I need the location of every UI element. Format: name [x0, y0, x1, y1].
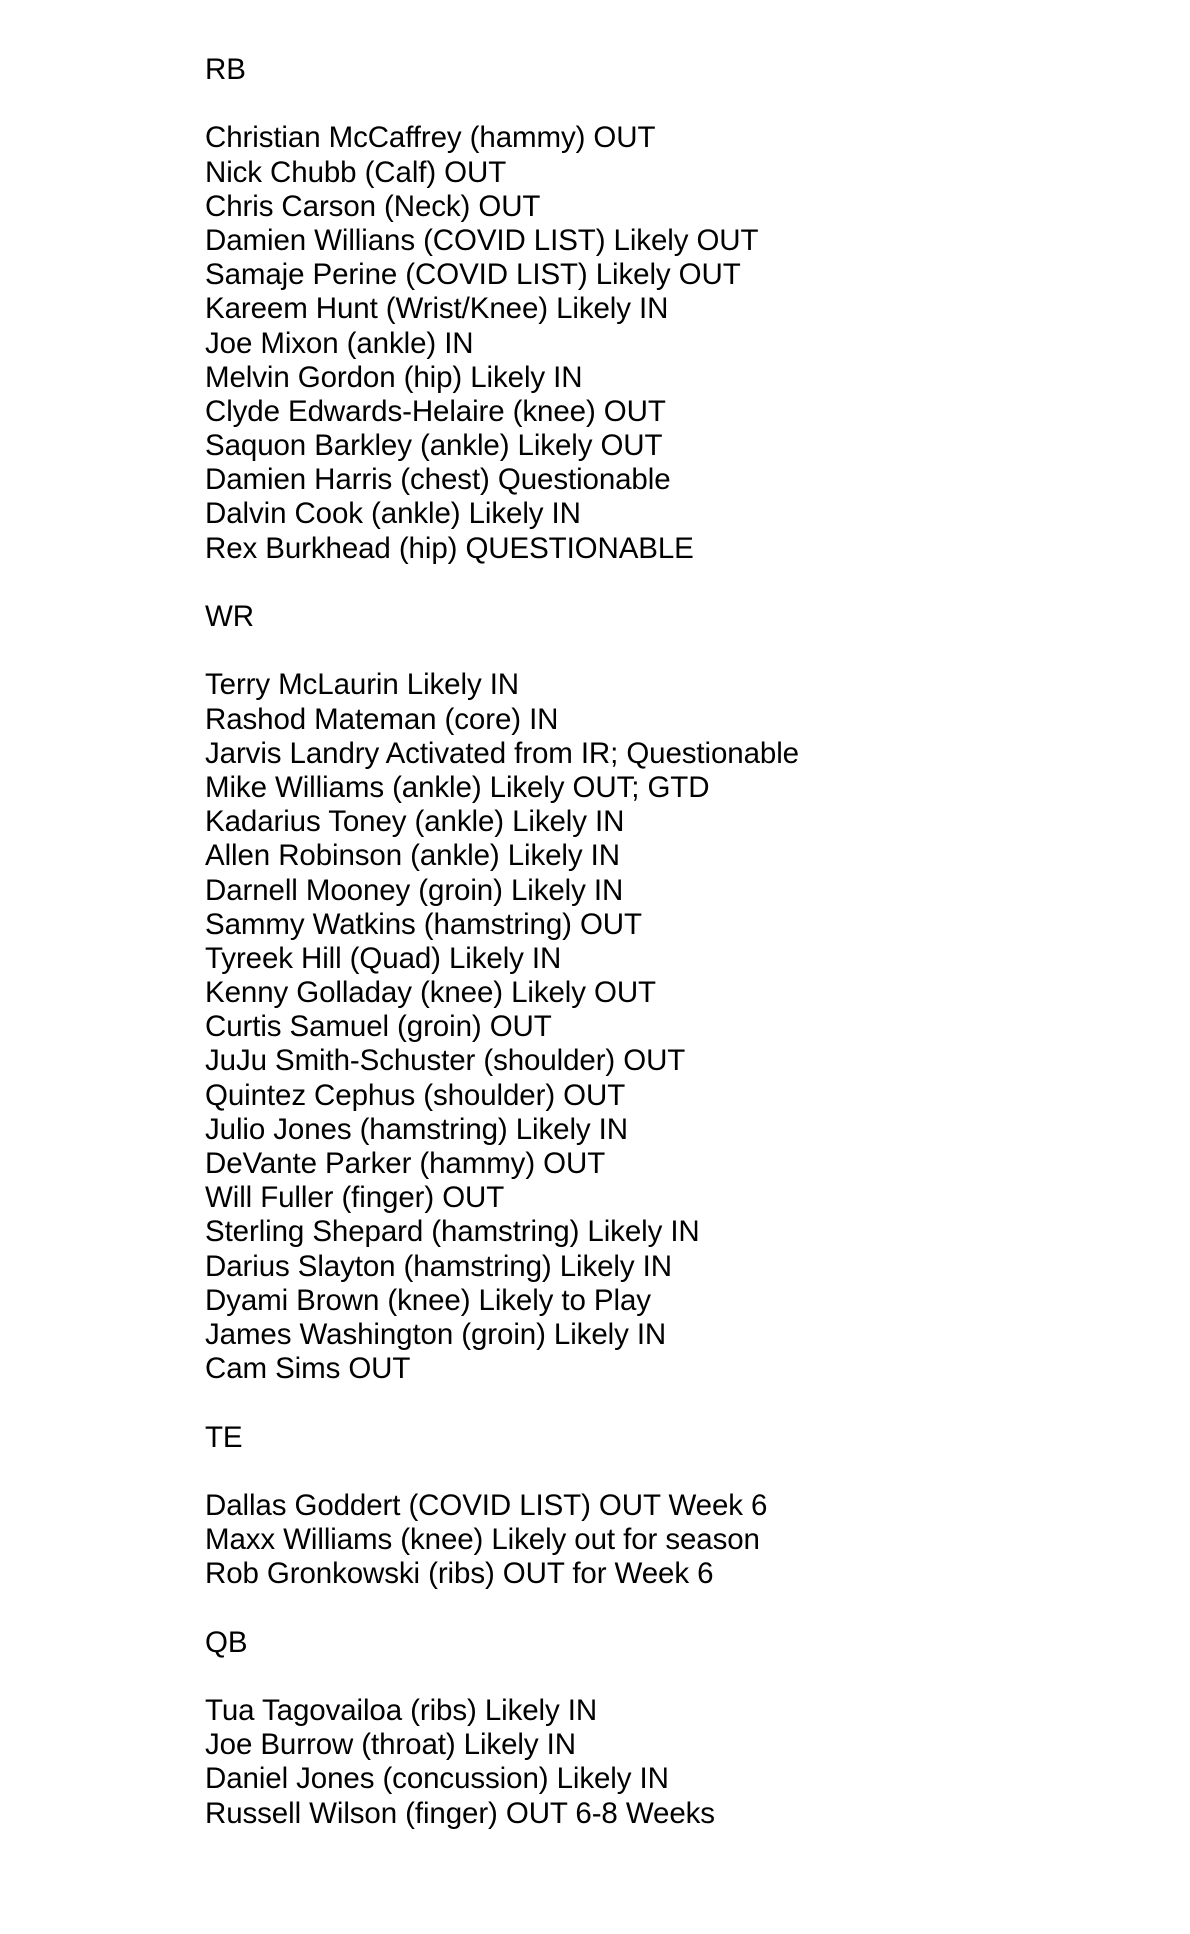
player-line: Maxx Williams (knee) Likely out for season — [205, 1523, 760, 1557]
player-line: Daniel Jones (concussion) Likely IN — [205, 1762, 669, 1796]
player-line: Will Fuller (finger) OUT — [205, 1181, 505, 1215]
player-line: Allen Robinson (ankle) Likely IN — [205, 839, 620, 873]
player-line: Chris Carson (Neck) OUT — [205, 189, 541, 223]
player-line: Julio Jones (hamstring) Likely IN — [205, 1112, 628, 1146]
player-line: Rashod Mateman (core) IN — [205, 702, 559, 736]
player-line: Tyreek Hill (Quad) Likely IN — [205, 941, 562, 975]
player-line: Mike Williams (ankle) Likely OUT; GTD — [205, 770, 710, 804]
player-line: Saquon Barkley (ankle) Likely OUT — [205, 429, 663, 463]
section-qb — [205, 1626, 1165, 1831]
player-line: Melvin Gordon (hip) Likely IN — [205, 360, 583, 394]
injury-report-document — [205, 53, 1165, 1831]
spacer — [205, 1660, 1165, 1694]
player-line: Darnell Mooney (groin) Likely IN — [205, 873, 624, 907]
section-title-wr: WR — [205, 600, 254, 633]
player-line: Joe Burrow (throat) Likely IN — [205, 1728, 576, 1762]
player-line: Joe Mixon (ankle) IN — [205, 326, 474, 360]
player-line: Dyami Brown (knee) Likely to Play — [205, 1283, 651, 1317]
player-line: Jarvis Landry Activated from IR; Questionable — [205, 736, 799, 770]
player-line: Dalvin Cook (ankle) Likely IN — [205, 497, 581, 531]
section-title-te: TE — [205, 1420, 243, 1454]
player-line: Clyde Edwards-Helaire (knee) OUT — [205, 394, 666, 428]
player-line: Dallas Goddert (COVID LIST) OUT Week 6 — [205, 1488, 768, 1522]
player-line: Kenny Golladay (knee) Likely OUT — [205, 976, 656, 1010]
player-line: Tua Tagovailoa (ribs) Likely IN — [205, 1694, 598, 1727]
player-line: Curtis Samuel (groin) OUT — [205, 1010, 552, 1044]
player-line: Christian McCaffrey (hammy) OUT — [205, 121, 656, 155]
player-line: Rob Gronkowski (ribs) OUT for Week 6 — [205, 1557, 714, 1591]
player-line: James Washington (groin) Likely IN — [205, 1317, 667, 1351]
section-te — [205, 1421, 1165, 1592]
player-line: Darius Slayton (hamstring) Likely IN — [205, 1249, 672, 1283]
player-line: Cam Sims OUT — [205, 1352, 411, 1386]
player-line: Nick Chubb (Calf) OUT — [205, 155, 507, 189]
section-title-rb: RB — [205, 53, 246, 86]
player-line: Samaje Perine (COVID LIST) Likely OUT — [205, 258, 741, 292]
player-line: Quintez Cephus (shoulder) OUT — [205, 1078, 626, 1112]
player-line: Terry McLaurin Likely IN — [205, 668, 519, 702]
section-wr — [205, 600, 1165, 1386]
player-line: Kadarius Toney (ankle) Likely IN — [205, 805, 625, 839]
section-title-qb: QB — [205, 1625, 248, 1659]
player-line: Russell Wilson (finger) OUT 6-8 Weeks — [205, 1796, 715, 1830]
player-line: Sammy Watkins (hamstring) OUT — [205, 907, 642, 941]
section-rb — [205, 53, 1165, 566]
spacer — [205, 634, 1165, 668]
player-line: DeVante Parker (hammy) OUT — [205, 1147, 606, 1180]
spacer — [205, 1455, 1165, 1489]
player-line: JuJu Smith-Schuster (shoulder) OUT — [205, 1044, 686, 1078]
player-line: Sterling Shepard (hamstring) Likely IN — [205, 1215, 700, 1249]
player-line: Rex Burkhead (hip) QUESTIONABLE — [205, 531, 694, 565]
spacer — [205, 87, 1165, 121]
player-line: Damien Willians (COVID LIST) Likely OUT — [205, 223, 759, 257]
player-line: Damien Harris (chest) Questionable — [205, 463, 671, 497]
player-line: Kareem Hunt (Wrist/Knee) Likely IN — [205, 292, 669, 326]
